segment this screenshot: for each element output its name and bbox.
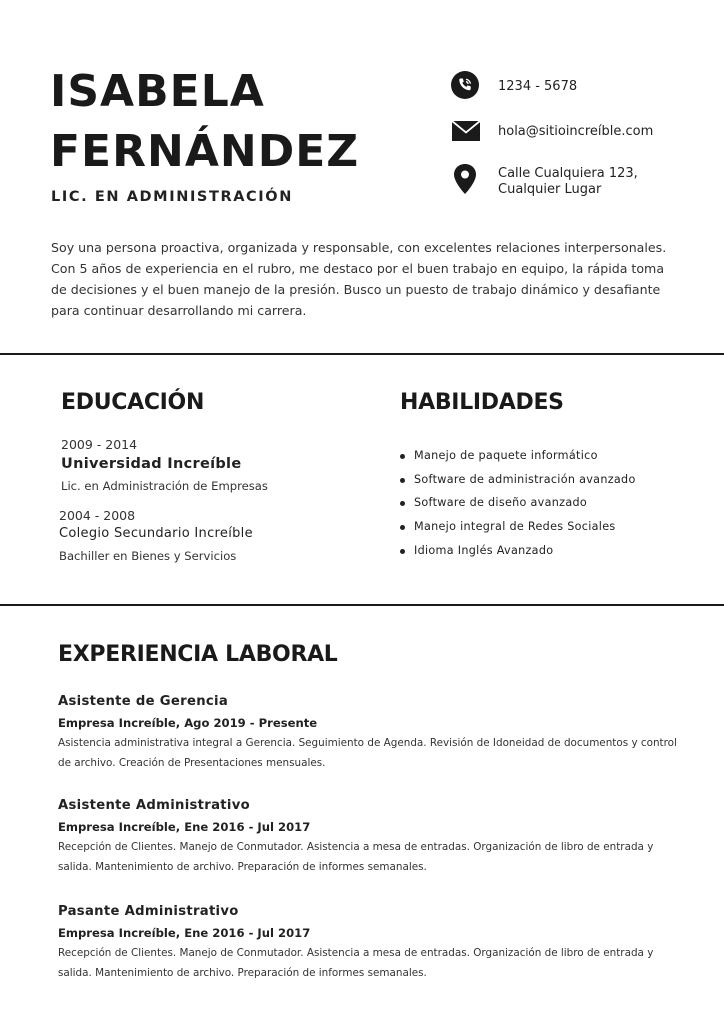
- job-title: Asistente de Gerencia: [58, 694, 229, 709]
- candidate-name: [50, 62, 359, 182]
- education-years: 2009 - 2014: [61, 437, 138, 452]
- divider-bottom: [0, 604, 724, 606]
- experience-heading: EXPERIENCIA LABORAL: [58, 642, 338, 667]
- skills-heading: HABILIDADES: [400, 390, 564, 415]
- job-entry: [58, 797, 688, 877]
- job-description: Recepción de Clientes. Manejo de Conmutador. Asistencia a mesa de entradas. Organización de libro de entrada y salida. Mantenimiento de archivo. Preparación de informes semanales.: [58, 841, 654, 873]
- email-address[interactable]: hola@sitioincreíble.com: [498, 124, 654, 139]
- last-name: FERNÁNDEZ: [50, 126, 360, 177]
- phone-icon: [450, 70, 480, 100]
- job-company: Empresa Increíble, Ene 2016 - Jul 2017: [58, 820, 311, 834]
- skill-item: Manejo de paquete informático: [400, 447, 636, 471]
- mail-icon: [451, 120, 481, 142]
- job-company: Empresa Increíble, Ago 2019 - Presente: [58, 716, 318, 730]
- address-line-1: Calle Cualquiera 123,: [498, 166, 638, 181]
- education-heading: EDUCACIÓN: [61, 390, 205, 415]
- address: [498, 166, 638, 198]
- job-title: Pasante Administrativo: [58, 904, 239, 919]
- address-line-2: Cualquier Lugar: [498, 182, 602, 197]
- job-title: Asistente Administrativo: [58, 798, 250, 813]
- education-school: Universidad Increíble: [61, 456, 242, 472]
- job-description: Asistencia administrativa integral a Gerencia. Seguimiento de Agenda. Revisión de Idoneidad de documentos y control de archivo. Creación de Presentaciones mensuales.: [58, 737, 677, 769]
- education-degree: Lic. en Administración de Empresas: [61, 479, 268, 493]
- skills-list: [400, 447, 636, 565]
- job-role: LIC. EN ADMINISTRACIÓN: [51, 189, 293, 205]
- education-years: 2004 - 2008: [59, 508, 136, 523]
- skill-item: Manejo integral de Redes Sociales: [400, 518, 636, 542]
- location-pin-icon: [452, 163, 478, 195]
- education-degree: Bachiller en Bienes y Servicios: [59, 549, 237, 563]
- job-description: Recepción de Clientes. Manejo de Conmutador. Asistencia a mesa de entradas. Organización de libro de entrada y salida. Mantenimiento de archivo. Preparación de informes semanales.: [58, 947, 654, 979]
- job-company: Empresa Increíble, Ene 2016 - Jul 2017: [58, 926, 311, 940]
- skill-item: Software de administración avanzado: [400, 471, 636, 495]
- education-school: Colegio Secundario Increíble: [59, 526, 253, 541]
- divider-top: [0, 353, 724, 355]
- job-entry: [58, 693, 688, 773]
- skill-item: Idioma Inglés Avanzado: [400, 542, 636, 566]
- profile-summary: Soy una persona proactiva, organizada y responsable, con excelentes relaciones interpersonales. Con 5 años de experiencia en el rubro, me destaco por el buen trabajo en equipo, la rápida toma de decisiones y el buen manejo de la presión. Busco un puesto de trabajo dinámico y desafiante para continuar desarrollando mi carrera.: [51, 240, 667, 318]
- job-entry: [58, 903, 688, 983]
- skill-item: Software de diseño avanzado: [400, 494, 636, 518]
- phone-number[interactable]: 1234 - 5678: [498, 79, 578, 94]
- first-name: ISABELA: [50, 66, 265, 117]
